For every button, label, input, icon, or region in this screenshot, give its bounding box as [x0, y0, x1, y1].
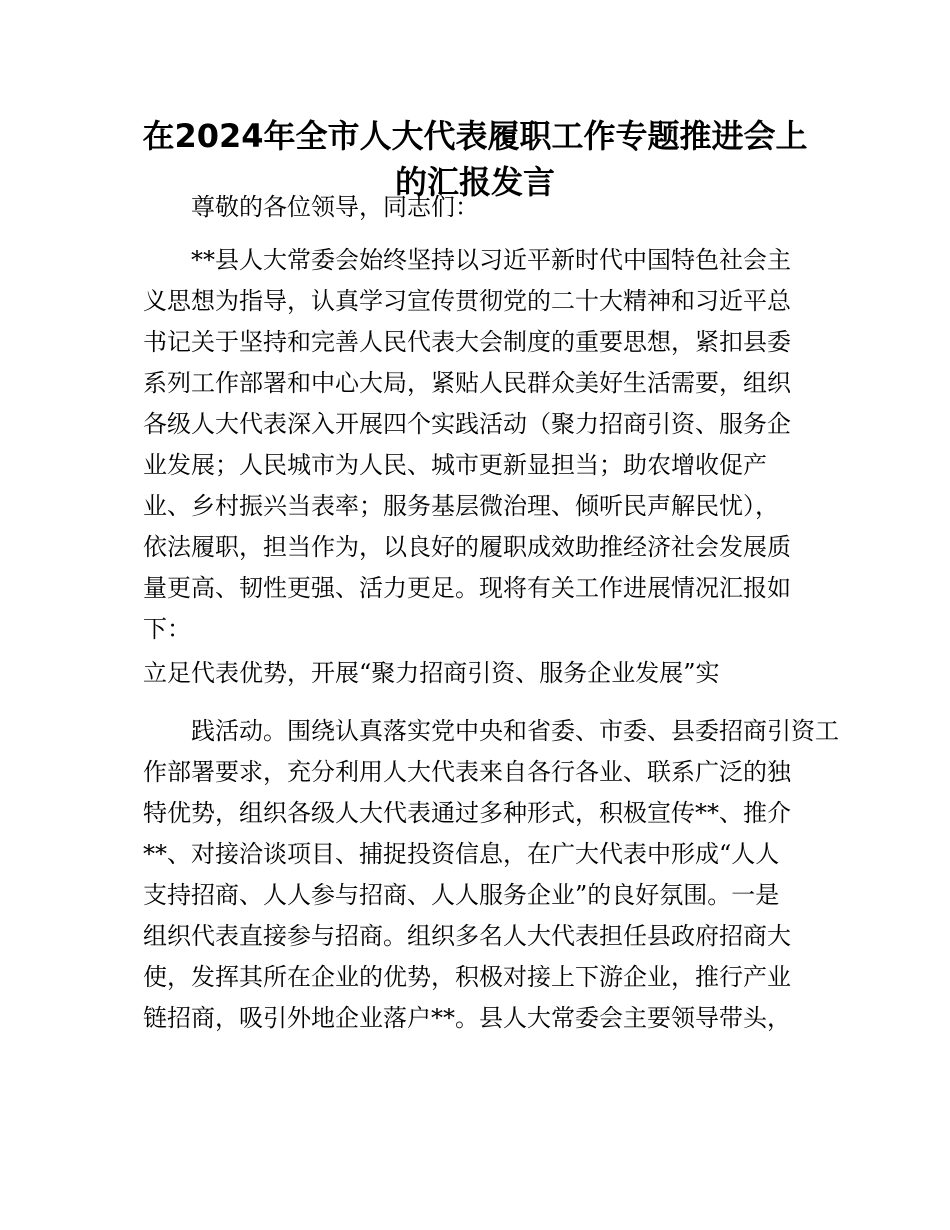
document-title-line-1: 在2024年全市人大代表履职工作专题推进会上 [142, 117, 808, 155]
paragraph-1-line: 立足代表优势，开展“聚力招商引资、服务企业发展”实 [143, 659, 720, 687]
document-title-line-2: 的汇报发言 [394, 163, 555, 201]
paragraph-1-line: 业、乡村振兴当表率；服务基层微治理、倾听民声解民忧）， [143, 492, 779, 520]
paragraph-1-line: 各级人大代表深入开展四个实践活动（聚力招商引资、服务企 [143, 410, 791, 438]
paragraph-2-line: **、对接洽谈项目、捕捉投资信息，在广大代表中形成“人人 [143, 840, 780, 868]
paragraph-2-line: 作部署要求，充分利用人大代表来自各行各业、联系广泛的独 [143, 758, 791, 786]
paragraph-1-line: 系列工作部署和中心大局，紧贴人民群众美好生活需要，组织 [143, 369, 791, 397]
paragraph-2-line: 组织代表直接参与招商。组织多名人大代表担任县政府招商大 [143, 922, 791, 950]
paragraph-1-line: 量更高、韧性更强、活力更足。现将有关工作进展情况汇报如 [143, 574, 791, 602]
paragraph-1-line: 书记关于坚持和完善人民代表大会制度的重要思想，紧扣县委 [143, 328, 791, 356]
paragraph-1-line: **县人大常委会始终坚持以习近平新时代中国特色社会主 [191, 246, 791, 274]
paragraph-2-line: 链招商，吸引外地企业落户**。县人大常委会主要领导带头， [143, 1004, 791, 1032]
paragraph-2-line: 践活动。围绕认真落实党中央和省委、市委、县委招商引资工 [191, 717, 839, 745]
paragraph-2-line: 使，发挥其所在企业的优势，积极对接上下游企业，推行产业 [143, 963, 791, 991]
salutation: 尊敬的各位领导，同志们： [191, 193, 479, 221]
paragraph-2-line: 特优势，组织各级人大代表通过多种形式，积极宣传**、推介 [143, 799, 791, 827]
paragraph-1-line: 义思想为指导，认真学习宣传贯彻党的二十大精神和习近平总 [143, 287, 791, 315]
paragraph-1-line: 依法履职，担当作为，以良好的履职成效助推经济社会发展质 [143, 533, 791, 561]
paragraph-2-line: 支持招商、人人参与招商、人人服务企业”的良好氛围。一是 [143, 881, 780, 909]
paragraph-1-line: 下： [143, 615, 191, 643]
paragraph-1-line: 业发展；人民城市为人民、城市更新显担当；助农增收促产 [143, 451, 767, 479]
